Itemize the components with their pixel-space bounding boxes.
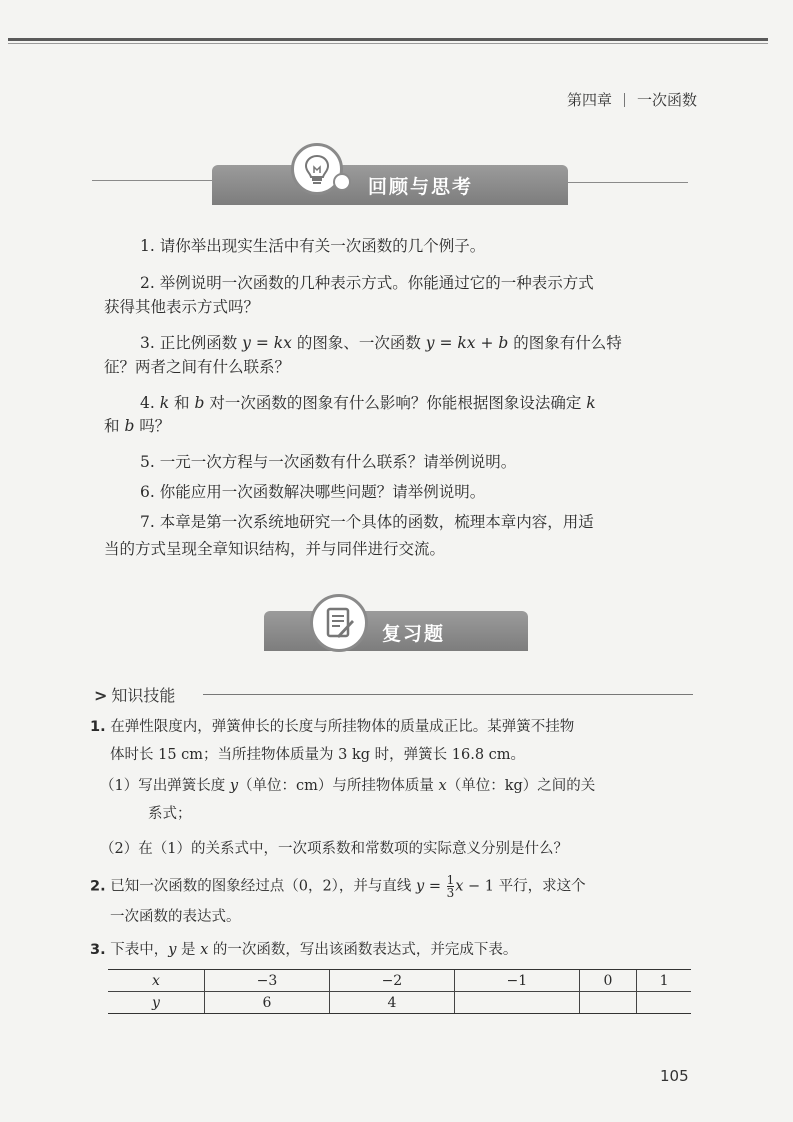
question-1-cont: 体时长 15 cm；当所挂物体质量为 3 kg 时，弹簧长 16.8 cm。 <box>110 747 526 763</box>
question-1-part-1-cont: 系式； <box>148 806 192 822</box>
table-cell: −1 <box>454 970 579 992</box>
review-item-7: 7. 本章是第一次系统地研究一个具体的函数，梳理本章内容，用适 <box>140 513 594 531</box>
top-rule <box>8 38 768 41</box>
question-1-part-2: （2）在（1）的关系式中，一次项系数和常数项的实际意义分别是什么？ <box>100 841 568 857</box>
table-cell <box>454 992 579 1014</box>
chapter-label: 第四章 <box>566 91 612 109</box>
table-cell: 0 <box>579 970 636 992</box>
table-cell: −2 <box>329 970 454 992</box>
search-dot-icon <box>333 173 351 191</box>
review-item-2-cont: 获得其他表示方式吗？ <box>104 298 260 316</box>
table-cell: 4 <box>329 992 454 1014</box>
review-item-5: 5. 一元一次方程与一次函数有什么联系？请举例说明。 <box>140 453 517 471</box>
chevron-right-icon: > <box>94 686 108 705</box>
table-header-y: y <box>108 992 205 1014</box>
question-1-part-1: （1）写出弹簧长度 y（单位：cm）与所挂物体质量 x（单位：kg）之间的关 <box>100 778 596 794</box>
chapter-title: 一次函数 <box>636 91 697 109</box>
review-item-4-cont: 和 b 吗？ <box>104 417 171 435</box>
table-cell: 1 <box>637 970 691 992</box>
clipboard-pen-icon <box>310 594 368 652</box>
table-cell <box>579 992 636 1014</box>
running-head <box>567 89 697 110</box>
review-item-2: 2. 举例说明一次函数的几种表示方式。你能通过它的一种表示方式 <box>140 274 594 292</box>
table-header-x: x <box>108 970 205 992</box>
function-table <box>108 969 691 1014</box>
table-cell: 6 <box>205 992 330 1014</box>
review-item-7-cont: 当的方式呈现全章知识结构，并与同伴进行交流。 <box>104 540 446 558</box>
fraction-one-third: $\frac{1}{3}$ <box>446 873 455 900</box>
section-rule <box>203 694 693 695</box>
table-row <box>108 992 691 1014</box>
review-item-3: 3. 正比例函数 y = kx 的图象、一次函数 y = kx + b 的图象有什么特 <box>140 334 622 352</box>
top-rule-thin <box>8 43 768 44</box>
question-3: 3. 下表中，y 是 x 的一次函数，写出该函数表达式，并完成下表。 <box>90 942 518 958</box>
question-2: 2. 已知一次函数的图象经过点（0，2），并与直线 y = $\frac{1}{3}$ x − 1 平行，求这个 <box>90 873 586 900</box>
table-cell <box>637 992 691 1014</box>
review-item-6: 6. 你能应用一次函数解决哪些问题？请举例说明。 <box>140 483 486 501</box>
review-item-1: 1. 请你举出现实生活中有关一次函数的几个例子。 <box>140 237 486 255</box>
page-number: 105 <box>660 1067 689 1085</box>
banner-rule-right <box>568 182 688 183</box>
review-item-4: 4. k 和 b 对一次函数的图象有什么影响？你能根据图象设法确定 k <box>140 394 596 412</box>
question-1: 1. 在弹性限度内，弹簧伸长的长度与所挂物体的质量成正比。某弹簧不挂物 <box>90 719 575 735</box>
table-cell: −3 <box>205 970 330 992</box>
review-item-3-cont: 征？两者之间有什么联系？ <box>104 358 291 376</box>
question-2-cont: 一次函数的表达式。 <box>110 909 241 925</box>
separator <box>624 93 625 107</box>
section-heading: > 知识技能 <box>94 686 176 705</box>
exercises-title: 复习题 <box>382 623 446 645</box>
banner-rule-left <box>92 180 212 181</box>
table-row <box>108 970 691 992</box>
review-title: 回顾与思考 <box>368 176 474 198</box>
